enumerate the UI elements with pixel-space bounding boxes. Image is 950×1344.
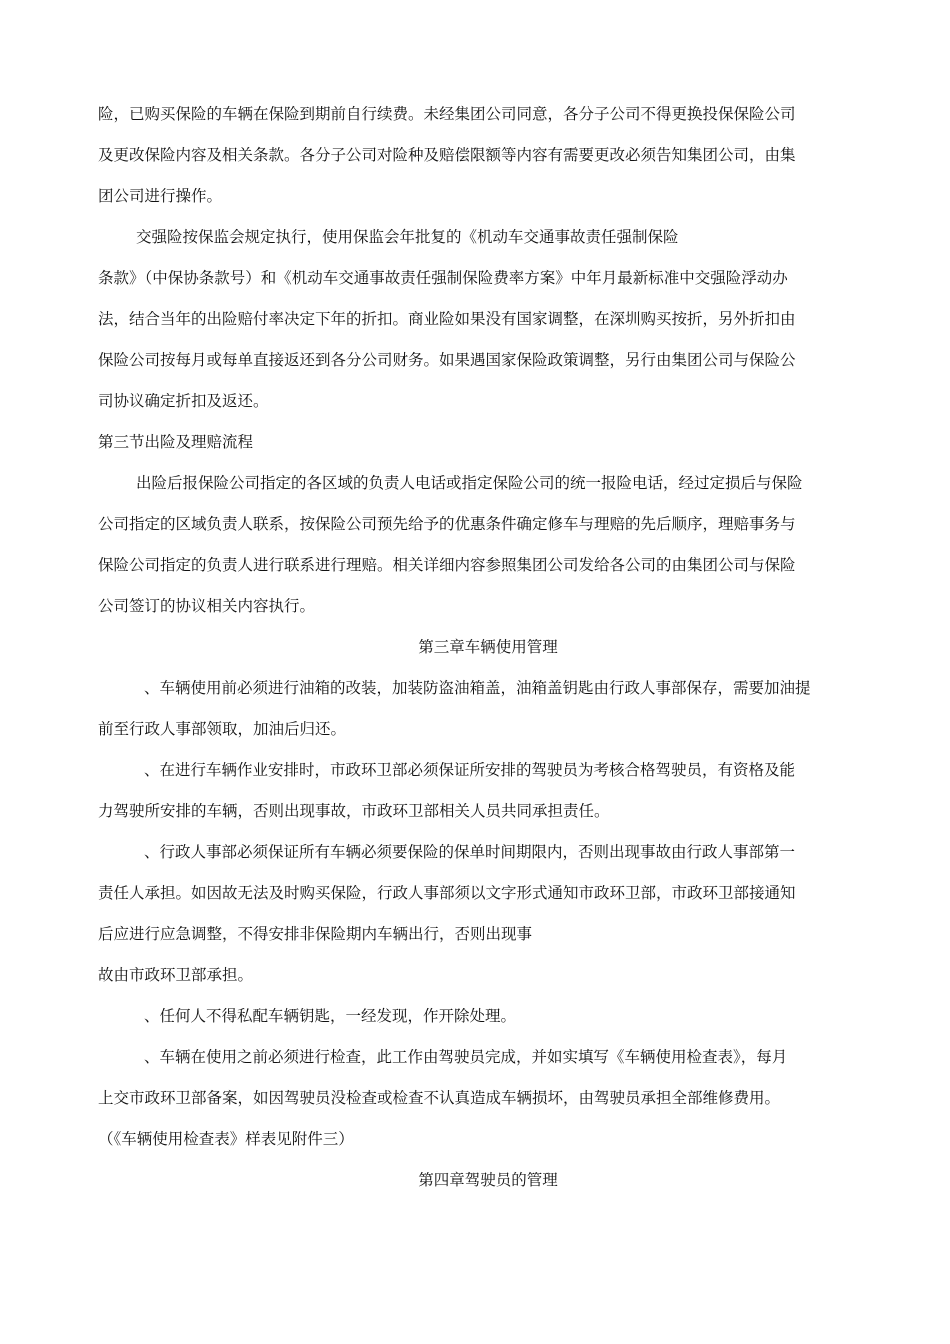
paragraph-line: 司协议确定折扣及返还。 <box>98 392 269 410</box>
paragraph-line: 保险公司指定的负责人进行联系进行理赔。相关详细内容参照集团公司发给各公司的由集团公司与保险 <box>98 556 796 574</box>
paragraph-line: 责任人承担。如因故无法及时购买保险，行政人事部须以文字形式通知市政环卫部，市政环卫部接通知 <box>98 884 796 902</box>
paragraph-line: 上交市政环卫部备案，如因驾驶员没检查或检查不认真造成车辆损坏，由驾驶员承担全部维修费用。 <box>98 1089 781 1107</box>
paragraph-line: 公司签订的协议相关内容执行。 <box>98 597 316 615</box>
paragraph-line: 及更改保险内容及相关条款。各分子公司对险种及赔偿限额等内容有需要更改必须告知集团公司，由集 <box>98 146 796 164</box>
paragraph-line: 前至行政人事部领取，加油后归还。 <box>98 720 347 738</box>
paragraph-line: 公司指定的区域负责人联系，按保险公司预先给予的优惠条件确定修车与理赔的先后顺序，理赔事务与 <box>98 515 796 533</box>
document-page <box>98 102 878 1209</box>
paragraph-line: 、在进行车辆作业安排时，市政环卫部必须保证所安排的驾驶员为考核合格驾驶员，有资格及能 <box>144 761 796 779</box>
paragraph-line: 交强险按保监会规定执行，使用保监会年批复的《机动车交通事故责任强制保险 <box>136 228 679 246</box>
paragraph-line: 法，结合当年的出险赔付率决定下年的折扣。商业险如果没有国家调整，在深圳购买按折，另外折扣由 <box>98 310 796 328</box>
paragraph-line: 、车辆在使用之前必须进行检查，此工作由驾驶员完成，并如实填写《车辆使用检查表》，每月 <box>144 1048 788 1066</box>
paragraph-line: 、车辆使用前必须进行油箱的改装，加装防盗油箱盖，油箱盖钥匙由行政人事部保存，需要加油提 <box>144 679 811 697</box>
paragraph-line: 条款》（中保协条款号）和《机动车交通事故责任强制保险费率方案》中年月最新标准中交强险浮动办 <box>98 269 788 287</box>
paragraph-line: （《车辆使用检查表》样表见附件三） <box>98 1130 354 1148</box>
paragraph-line: 险，已购买保险的车辆在保险到期前自行续费。未经集团公司同意，各分子公司不得更换投保保险公司 <box>98 105 796 123</box>
paragraph-line: 、行政人事部必须保证所有车辆必须要保险的保单时间期限内，否则出现事故由行政人事部第一 <box>144 843 796 861</box>
paragraph-line: 后应进行应急调整，不得安排非保险期内车辆出行，否则出现事 <box>98 925 533 943</box>
paragraph-line: 、任何人不得私配车辆钥匙，一经发现，作开除处理。 <box>144 1007 517 1025</box>
paragraph-line: 保险公司按每月或每单直接返还到各分公司财务。如果遇国家保险政策调整，另行由集团公司与保险公 <box>98 351 796 369</box>
paragraph-line: 故由市政环卫部承担。 <box>98 966 254 984</box>
paragraph-line: 力驾驶所安排的车辆，否则出现事故，市政环卫部相关人员共同承担责任。 <box>98 802 610 820</box>
paragraph-line: 团公司进行操作。 <box>98 187 223 205</box>
chapter-heading: 第三章车辆使用管理 <box>418 638 558 656</box>
chapter-heading: 第四章驾驶员的管理 <box>418 1171 558 1189</box>
paragraph-line: 出险后报保险公司指定的各区域的负责人电话或指定保险公司的统一报险电话，经过定损后与保险 <box>136 474 803 492</box>
section-heading: 第三节出险及理赔流程 <box>98 433 254 451</box>
